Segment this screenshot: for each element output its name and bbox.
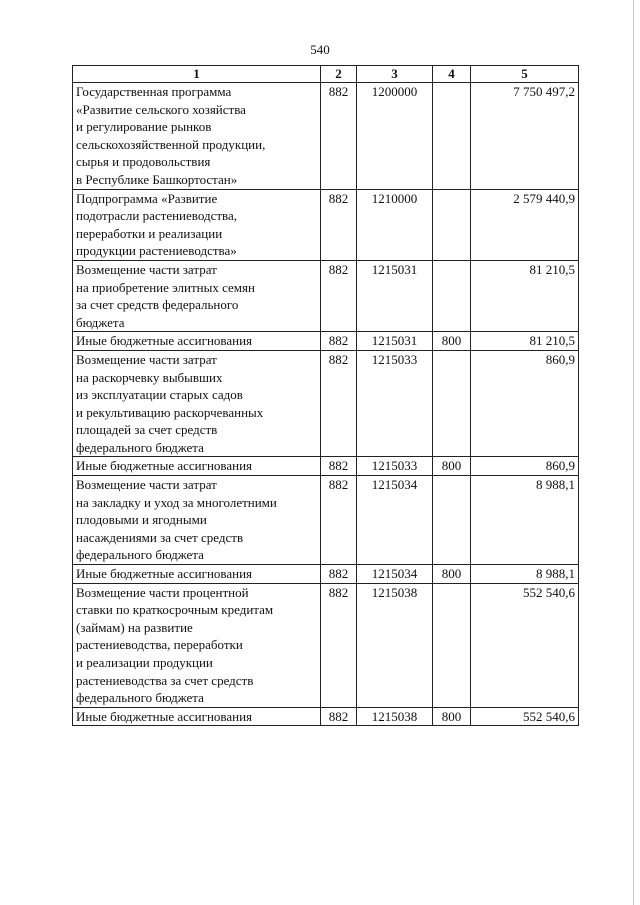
table-row xyxy=(73,565,579,584)
row-amount: 8 988,1 xyxy=(471,565,579,584)
row-name: Возмещение части затрат на приобретение элитных семян за счет средств федерального бюджета xyxy=(73,260,321,331)
row-amount: 81 210,5 xyxy=(471,260,579,331)
row-ministry-code: 882 xyxy=(321,457,357,476)
row-expense-type: 800 xyxy=(433,332,471,351)
table-row xyxy=(73,83,579,190)
row-expense-type xyxy=(433,350,471,457)
table-row xyxy=(73,260,579,331)
row-name: Иные бюджетные ассигнования xyxy=(73,332,321,351)
row-expense-type xyxy=(433,476,471,565)
page-edge xyxy=(633,0,634,905)
row-expense-type xyxy=(433,260,471,331)
table-row xyxy=(73,457,579,476)
row-ministry-code: 882 xyxy=(321,189,357,260)
row-amount: 552 540,6 xyxy=(471,707,579,726)
row-name: Иные бюджетные ассигнования xyxy=(73,565,321,584)
row-expense-type: 800 xyxy=(433,707,471,726)
row-target-article: 1200000 xyxy=(357,83,433,190)
row-target-article: 1215038 xyxy=(357,583,433,707)
header-col-4: 4 xyxy=(433,66,471,83)
table-row xyxy=(73,583,579,707)
row-ministry-code: 882 xyxy=(321,707,357,726)
row-target-article: 1210000 xyxy=(357,189,433,260)
row-ministry-code: 882 xyxy=(321,332,357,351)
row-ministry-code: 882 xyxy=(321,476,357,565)
row-amount: 2 579 440,9 xyxy=(471,189,579,260)
table-row xyxy=(73,332,579,351)
row-ministry-code: 882 xyxy=(321,565,357,584)
row-name: Возмещение части затрат на раскорчевку выбывших из эксплуатации старых садов и рекультивацию раскорчеванных площадей за счет средств федерального бюджета xyxy=(73,350,321,457)
row-target-article: 1215038 xyxy=(357,707,433,726)
row-name: Возмещение части процентной ставки по краткосрочным кредитам (займам) на развитие растениеводства, переработки и реализации продукции растениеводства за счет средств федерального бюджета xyxy=(73,583,321,707)
budget-table xyxy=(72,65,579,726)
row-amount: 552 540,6 xyxy=(471,583,579,707)
row-name: Иные бюджетные ассигнования xyxy=(73,457,321,476)
row-amount: 860,9 xyxy=(471,457,579,476)
row-amount: 860,9 xyxy=(471,350,579,457)
row-name: Иные бюджетные ассигнования xyxy=(73,707,321,726)
row-target-article: 1215031 xyxy=(357,332,433,351)
row-ministry-code: 882 xyxy=(321,583,357,707)
header-col-2: 2 xyxy=(321,66,357,83)
row-target-article: 1215031 xyxy=(357,260,433,331)
row-expense-type: 800 xyxy=(433,565,471,584)
row-name: Возмещение части затрат на закладку и уход за многолетними плодовыми и ягодными насаждениями за счет средств федерального бюджета xyxy=(73,476,321,565)
header-col-1: 1 xyxy=(73,66,321,83)
row-target-article: 1215034 xyxy=(357,565,433,584)
row-expense-type xyxy=(433,189,471,260)
row-target-article: 1215033 xyxy=(357,350,433,457)
row-name: Подпрограмма «Развитие подотрасли растениеводства, переработки и реализации продукции растениеводства» xyxy=(73,189,321,260)
table-row xyxy=(73,189,579,260)
table-row xyxy=(73,350,579,457)
row-expense-type xyxy=(433,83,471,190)
header-col-3: 3 xyxy=(357,66,433,83)
row-target-article: 1215033 xyxy=(357,457,433,476)
row-ministry-code: 882 xyxy=(321,83,357,190)
row-expense-type: 800 xyxy=(433,457,471,476)
table-row xyxy=(73,476,579,565)
row-expense-type xyxy=(433,583,471,707)
row-ministry-code: 882 xyxy=(321,260,357,331)
table-row xyxy=(73,707,579,726)
row-ministry-code: 882 xyxy=(321,350,357,457)
table-header-row xyxy=(73,66,579,83)
row-amount: 8 988,1 xyxy=(471,476,579,565)
header-col-5: 5 xyxy=(471,66,579,83)
row-amount: 7 750 497,2 xyxy=(471,83,579,190)
row-name: Государственная программа «Развитие сельского хозяйства и регулирование рынков сельскохозяйственной продукции, сырья и продовольствия в Республике Башкортостан» xyxy=(73,83,321,190)
row-amount: 81 210,5 xyxy=(471,332,579,351)
page-number: 540 xyxy=(310,42,330,57)
row-target-article: 1215034 xyxy=(357,476,433,565)
